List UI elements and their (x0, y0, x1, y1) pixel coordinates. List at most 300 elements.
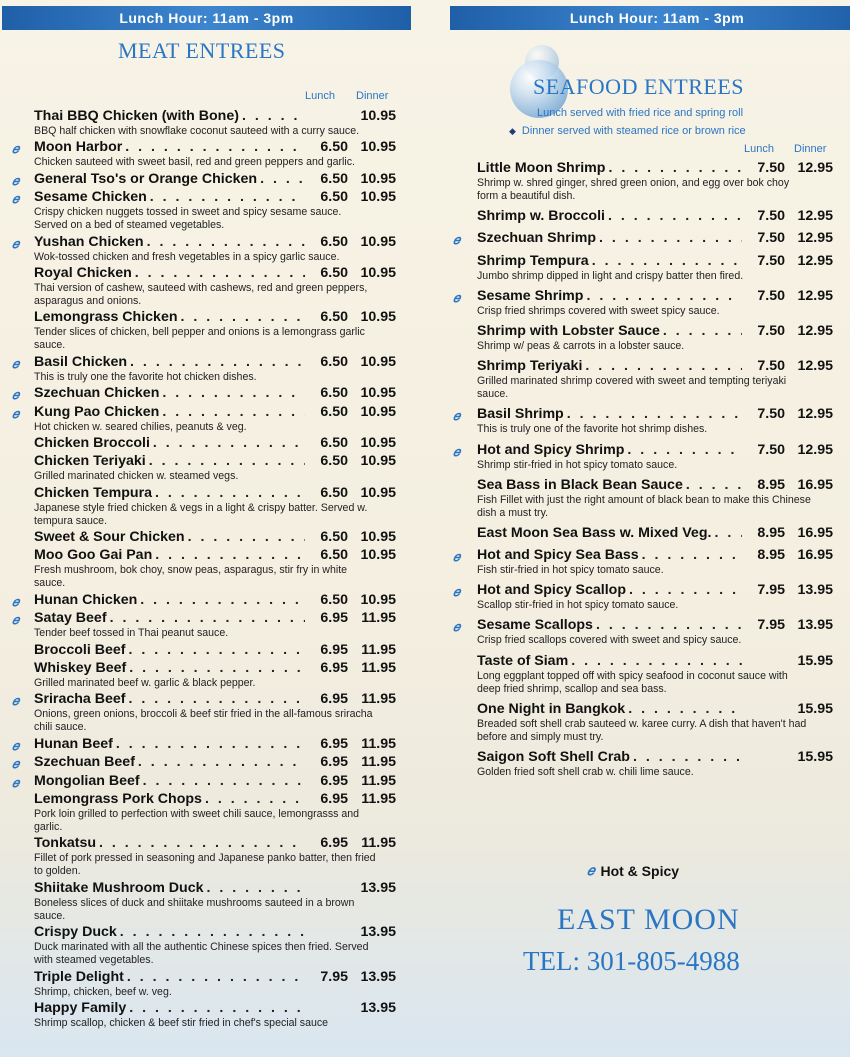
menu-item-row (34, 309, 396, 326)
menu-item-name: Taste of Siam (477, 652, 569, 669)
leader-dots (116, 736, 305, 753)
dinner-price: 13.95 (797, 617, 833, 634)
dinner-column-header: Dinner (356, 90, 389, 102)
lunch-price: 6.95 (320, 660, 348, 677)
menu-item-description: Shrimp scallop, chicken & beef stir fried in chef's special sauce (34, 1016, 329, 1029)
menu-item-description: Breaded soft shell crab sauteed w. karee curry. A dish that haven't had before and simply must try. (477, 717, 807, 743)
menu-item (477, 208, 833, 225)
menu-item (34, 485, 396, 528)
menu-item-row (34, 189, 396, 206)
lunch-price: 7.95 (320, 968, 348, 985)
menu-item-description: Thai version of cashew, sauteed with cashews, red and green peppers, asparagus and onions. (34, 281, 368, 307)
lunch-price: 6.50 (320, 309, 348, 326)
leader-dots (642, 547, 742, 564)
menu-item-description: Grilled marinated beef w. garlic & black pepper. (34, 677, 256, 690)
menu-item (34, 108, 396, 138)
menu-item-name: Hot and Spicy Shrimp (477, 441, 625, 458)
menu-item-name: Yushan Chicken (34, 233, 144, 250)
menu-item (34, 265, 396, 308)
menu-item-row (34, 435, 396, 452)
menu-item-description: Fresh mushroom, bok choy, snow peas, asparagus, stir fry in white sauce. (34, 564, 348, 590)
menu-item-name: Szechuan Beef (34, 754, 135, 771)
menu-item-name: Hunan Chicken (34, 591, 138, 608)
menu-item-name: Chicken Tempura (34, 484, 152, 501)
menu-item (453, 547, 833, 577)
dinner-column-header: Dinner (794, 143, 827, 155)
menu-item-name: Sesame Chicken (34, 189, 147, 206)
menu-item-description: Golden fried soft shell crab w. chili lime sauce. (477, 766, 694, 778)
lunch-price: 6.50 (320, 353, 348, 370)
leader-dots (596, 617, 742, 634)
menu-item-name: Hot and Spicy Scallop (477, 582, 626, 599)
lunch-price: 6.50 (320, 434, 348, 451)
menu-item-row (34, 485, 396, 502)
dinner-price: 16.95 (797, 476, 833, 493)
leader-dots (155, 547, 305, 564)
dinner-price: 15.95 (797, 749, 833, 765)
leader-dots (162, 404, 305, 421)
leader-dots (153, 435, 305, 452)
menu-item-row (34, 924, 396, 941)
lunch-price: 6.95 (320, 835, 348, 852)
menu-item (12, 353, 396, 384)
menu-item (12, 610, 396, 640)
lunch-price: 7.50 (757, 208, 785, 225)
lunch-price: 6.50 (320, 403, 348, 420)
menu-item-name: Moon Harbor (34, 139, 123, 156)
menu-item-row (34, 880, 396, 897)
pepper-icon: 𝑒 (12, 191, 19, 207)
menu-item-row (477, 617, 833, 634)
menu-item (12, 735, 396, 753)
menu-item-description: This is truly one of the favorite hot shrimp dishes. (477, 423, 708, 436)
leader-dots (155, 485, 305, 502)
dinner-price: 10.95 (360, 353, 396, 370)
pepper-icon: 𝑒 (12, 774, 19, 790)
lunch-hour-banner: Lunch Hour: 11am - 3pm (450, 6, 850, 30)
menu-item-description: Jumbo shrimp dipped in light and crispy batter then fired. (477, 269, 744, 282)
dinner-price: 10.95 (360, 189, 396, 206)
restaurant-name: EAST MOON (557, 903, 740, 936)
pepper-icon: 𝑒 (12, 141, 19, 157)
dinner-price: 10.95 (360, 385, 396, 402)
leader-dots (188, 529, 305, 546)
dinner-price: 10.95 (360, 529, 396, 546)
pepper-icon: 𝑒 (12, 355, 19, 371)
diamond-icon: ◆ (509, 126, 516, 136)
dinner-price: 10.95 (360, 233, 396, 250)
menu-item-name: Happy Family (34, 999, 127, 1016)
lunch-price: 8.95 (757, 524, 785, 541)
menu-item-row (34, 404, 396, 421)
legend-label: Hot & Spicy (600, 862, 680, 879)
lunch-price: 7.50 (757, 406, 785, 423)
lunch-price: 7.95 (757, 582, 785, 599)
pepper-icon: 𝑒 (453, 619, 460, 635)
leader-dots (143, 773, 305, 790)
menu-item (453, 441, 833, 472)
dinner-price: 11.95 (361, 772, 396, 789)
menu-item-row (477, 749, 833, 766)
leader-dots (608, 160, 742, 177)
menu-item (477, 701, 833, 744)
dinner-price: 11.95 (361, 610, 396, 627)
menu-item (12, 691, 396, 734)
lunch-price: 7.50 (757, 287, 785, 304)
menu-item (453, 582, 833, 612)
menu-item-name: Lemongrass Pork Chops (34, 790, 202, 807)
menu-item (12, 139, 396, 169)
menu-item-description: Japanese style fried chicken & vegs in a light & crispy batter. Served w. tempura sauce. (34, 501, 368, 527)
menu-item-row (477, 160, 833, 177)
menu-item (12, 591, 396, 609)
leader-dots (567, 406, 742, 423)
lunch-hour-banner: Lunch Hour: 11am - 3pm (2, 6, 411, 30)
menu-item (12, 403, 396, 434)
leader-dots (592, 253, 742, 270)
leader-dots (627, 442, 742, 459)
leader-dots (205, 791, 305, 808)
lunch-price: 6.95 (320, 772, 348, 789)
lunch-price: 7.50 (757, 322, 785, 339)
menu-item (12, 233, 396, 264)
lunch-price: 7.95 (757, 617, 785, 634)
menu-item (477, 358, 833, 401)
menu-item-name: Satay Beef (34, 610, 107, 627)
menu-item-description: Crispy chicken nuggets tossed in sweet and spicy sesame sauce. Served on a bed of steamed vegetables. (34, 206, 342, 232)
menu-item-name: Basil Shrimp (477, 406, 564, 423)
lunch-price: 7.50 (757, 358, 785, 375)
menu-item-name: Little Moon Shrimp (477, 160, 606, 176)
leader-dots (128, 642, 305, 659)
menu-item (34, 880, 396, 923)
menu-item-description: Fish stir-fried in hot spicy tomato sauce. (477, 564, 664, 577)
menu-item-name: One Night in Bangkok (477, 700, 626, 717)
menu-item-row (34, 547, 396, 564)
menu-item-name: Whiskey Beef (34, 660, 127, 677)
menu-item-description: Scallop stir-fried in hot spicy tomato sauce. (477, 599, 679, 612)
menu-item-row (34, 969, 396, 986)
spicy-legend (587, 862, 679, 879)
pepper-icon: 𝑒 (12, 387, 19, 403)
menu-item-row (477, 525, 833, 542)
menu-item-name: Hunan Beef (34, 735, 113, 752)
menu-item-name: Saigon Soft Shell Crab (477, 749, 630, 765)
menu-item (477, 525, 833, 542)
pepper-icon: 𝑒 (12, 235, 19, 251)
menu-item (34, 547, 396, 590)
pepper-icon: 𝑒 (587, 862, 595, 878)
pepper-icon: 𝑒 (12, 172, 19, 188)
menu-item-description: Duck marinated with all the authentic Chinese spices then fried. Served with steamed vegetables. (34, 941, 369, 967)
leader-dots (149, 453, 305, 470)
menu-item-description: Crisp fried scallops covered with sweet and spicy sauce. (477, 634, 742, 647)
dinner-price: 15.95 (797, 700, 833, 717)
menu-item-name: Broccoli Beef (34, 641, 126, 658)
menu-item-name: Shrimp Tempura (477, 252, 589, 269)
dinner-note-line (509, 125, 746, 137)
leader-dots (629, 582, 742, 599)
menu-item (453, 230, 833, 248)
menu-item-name: Moo Goo Gai Pan (34, 547, 153, 564)
menu-item-row (34, 108, 396, 125)
leader-dots (110, 610, 305, 627)
pepper-icon: 𝑒 (453, 289, 460, 305)
pepper-icon: 𝑒 (12, 593, 19, 609)
menu-item (12, 385, 396, 403)
pepper-icon: 𝑒 (12, 612, 19, 628)
menu-item-name: Hot and Spicy Sea Bass (477, 547, 639, 564)
menu-item-row (477, 253, 833, 270)
dinner-price: 11.95 (361, 754, 396, 771)
menu-item-name: Crispy Duck (34, 924, 117, 941)
seafood-entrees-title: SEAFOOD ENTREES (533, 74, 745, 99)
menu-item-name: Sesame Shrimp (477, 287, 584, 304)
menu-item (477, 160, 833, 203)
dinner-price: 13.95 (360, 879, 396, 896)
menu-item (34, 642, 396, 659)
leader-dots (628, 701, 742, 718)
menu-item-row (34, 171, 396, 188)
menu-item-row (34, 791, 396, 808)
lunch-price: 6.50 (320, 264, 348, 281)
dinner-price: 12.95 (797, 287, 833, 304)
leader-dots (128, 691, 305, 708)
pepper-icon: 𝑒 (12, 737, 19, 753)
menu-item-name: Shrimp with Lobster Sauce (477, 322, 660, 339)
dinner-price: 12.95 (797, 252, 833, 269)
menu-item (34, 435, 396, 452)
seafood-column (425, 0, 850, 1057)
menu-item-description: BBQ half chicken with snowflake coconut sauteed with a curry sauce. (34, 125, 360, 137)
lunch-price: 7.50 (757, 441, 785, 458)
menu-item (477, 749, 833, 779)
menu-item (34, 791, 396, 834)
lunch-price: 6.50 (320, 591, 348, 608)
menu-item (34, 529, 396, 546)
menu-item-name: Szechuan Shrimp (477, 230, 597, 247)
pepper-icon: 𝑒 (453, 408, 460, 424)
menu-item-name: Sriracha Beef (34, 691, 126, 708)
pepper-icon: 𝑒 (453, 443, 460, 459)
menu-item-name: Triple Delight (34, 968, 124, 985)
menu-item-row (477, 288, 833, 305)
menu-item-row (34, 234, 396, 251)
leader-dots (125, 139, 305, 156)
dinner-price: 10.95 (360, 591, 396, 608)
pepper-icon: 𝑒 (12, 405, 19, 421)
menu-item (34, 453, 396, 483)
lunch-price: 7.50 (757, 160, 785, 176)
dinner-price: 13.95 (360, 924, 396, 941)
leader-dots (120, 924, 305, 941)
menu-item (34, 1000, 396, 1030)
menu-item-row (477, 582, 833, 599)
dinner-price: 10.95 (360, 547, 396, 564)
leader-dots (130, 354, 305, 371)
leader-dots (147, 234, 305, 251)
menu-item (12, 189, 396, 232)
menu-item-row (34, 385, 396, 402)
dinner-price: 16.95 (797, 547, 833, 564)
lunch-price: 6.95 (320, 610, 348, 627)
menu-item-description: Chicken sauteed with sweet basil, red and green peppers and garlic. (34, 156, 355, 169)
dinner-price: 10.95 (360, 453, 396, 470)
menu-item (453, 406, 833, 436)
menu-item-row (477, 208, 833, 225)
menu-item-description: Shrimp w. shred ginger, shred green onion, and egg over bok choy form a beautiful dish. (477, 177, 790, 202)
menu-item (34, 924, 396, 967)
menu-item-description: Grilled marinated shrimp covered with sweet and tempting teriyaki sauce. (477, 375, 787, 401)
dinner-price: 13.95 (360, 968, 396, 985)
menu-item-name: Chicken Teriyaki (34, 453, 146, 470)
leader-dots (140, 592, 305, 609)
menu-item-name: Mongolian Beef (34, 772, 140, 789)
menu-item-row (34, 529, 396, 546)
menu-item-row (34, 642, 396, 659)
menu-item-row (477, 477, 833, 494)
menu-item-row (477, 358, 833, 375)
menu-item-description: Shrimp stir-fried in hot spicy tomato sauce. (477, 458, 678, 471)
leader-dots (138, 754, 305, 771)
menu-item-name: Sea Bass in Black Bean Sauce (477, 476, 683, 493)
menu-item-name: East Moon Sea Bass w. Mixed Veg. (477, 524, 712, 541)
lunch-price: 6.50 (320, 484, 348, 501)
meat-entrees-title: MEAT ENTREES (118, 38, 286, 63)
menu-item (12, 772, 396, 790)
menu-item-description: Fish Fillet with just the right amount of black bean to make this Chinese dish a must try. (477, 493, 811, 519)
menu-item-row (477, 406, 833, 423)
menu-item-name: Royal Chicken (34, 264, 132, 281)
menu-item (453, 617, 833, 647)
leader-dots (686, 477, 742, 494)
menu-item-description: Tender slices of chicken, bell pepper and onions is a lemongrass garlic sauce. (34, 326, 365, 352)
lunch-price: 6.50 (320, 170, 348, 187)
dinner-price: 10.95 (360, 403, 396, 420)
leader-dots (663, 323, 742, 340)
menu-item (477, 253, 833, 283)
lunch-note: Lunch served with fried rice and spring roll (537, 107, 744, 119)
lunch-price: 6.50 (320, 139, 348, 156)
dinner-price: 13.95 (797, 582, 833, 599)
lunch-price: 6.95 (320, 735, 348, 752)
lunch-price: 6.50 (320, 529, 348, 546)
menu-item-row (34, 773, 396, 790)
menu-item-row (34, 265, 396, 282)
menu-item (477, 323, 833, 353)
leader-dots (129, 1000, 305, 1017)
menu-item-name: Sweet & Sour Chicken (34, 529, 185, 546)
lunch-price: 8.95 (757, 476, 785, 493)
dinner-price: 10.95 (360, 108, 396, 124)
leader-dots (135, 265, 305, 282)
leader-dots (129, 660, 305, 677)
menu-item-row (477, 547, 833, 564)
menu-item-description: Hot chicken w. seared chilies, peanuts & veg. (34, 420, 247, 433)
menu-item-row (477, 701, 833, 718)
menu-item-description: Crisp fried shrimps covered with sweet spicy sauce. (477, 304, 720, 317)
menu-item-description: Wok-tossed chicken and fresh vegetables in a spicy garlic sauce. (34, 250, 340, 263)
leader-dots (608, 208, 742, 225)
menu-item-row (34, 354, 396, 371)
dinner-price: 10.95 (360, 484, 396, 501)
pepper-icon: 𝑒 (12, 693, 19, 709)
menu-item-row (34, 453, 396, 470)
menu-item-description: Grilled marinated chicken w. steamed vegs. (34, 470, 239, 483)
menu-item-description: Fillet of pork pressed in seasoning and Japanese panko batter, then fried to golden. (34, 852, 376, 878)
menu-item-row (34, 610, 396, 627)
dinner-price: 11.95 (361, 735, 396, 752)
menu-item-description: Long eggplant topped off with spicy seafood in coconut sauce with deep fried shrimp, scallop and sea bass. (477, 669, 788, 695)
menu-item-description: Onions, green onions, broccoli & beef stir fried in the all-famous sriracha chili sauce. (34, 708, 373, 734)
dinner-price: 10.95 (360, 309, 396, 326)
menu-item-row (34, 139, 396, 156)
menu-item-name: Chicken Broccoli (34, 434, 150, 451)
dinner-price: 16.95 (797, 524, 833, 541)
menu-item-name: Sesame Scallops (477, 617, 593, 634)
lunch-price: 7.50 (757, 252, 785, 269)
menu-item-description: Tender beef tossed in Thai peanut sauce. (34, 627, 229, 640)
lunch-price: 8.95 (757, 547, 785, 564)
leader-dots (127, 969, 305, 986)
menu-item-description: Shrimp, chicken, beef w. veg. (34, 985, 172, 998)
pepper-icon: 𝑒 (12, 756, 19, 772)
menu-item-name: Shiitake Mushroom Duck (34, 879, 204, 896)
dinner-price: 10.95 (360, 139, 396, 156)
menu-item-name: Kung Pao Chicken (34, 403, 160, 420)
menu-item-description: This is truly one the favorite hot chicken dishes. (34, 370, 257, 383)
leader-dots (150, 189, 305, 206)
menu-item-name: Thai BBQ Chicken (with Bone) (34, 108, 239, 124)
lunch-price: 6.50 (320, 385, 348, 402)
menu-item-row (34, 691, 396, 708)
leader-dots (242, 108, 305, 125)
menu-item (477, 653, 833, 696)
lunch-price: 6.95 (320, 754, 348, 771)
menu-item-name: Tonkatsu (34, 835, 97, 852)
leader-dots (260, 171, 305, 188)
dinner-price: 12.95 (797, 441, 833, 458)
menu-item-row (34, 754, 396, 771)
lunch-price: 6.50 (320, 233, 348, 250)
dinner-price: 12.95 (797, 230, 833, 247)
menu-item-name: Shrimp Teriyaki (477, 358, 583, 375)
leader-dots (162, 385, 305, 402)
menu-item (12, 754, 396, 772)
dinner-price: 10.95 (360, 170, 396, 187)
dinner-price: 12.95 (797, 160, 833, 176)
leader-dots (599, 230, 742, 247)
menu-item-name: Szechuan Chicken (34, 385, 160, 402)
pepper-icon: 𝑒 (453, 584, 460, 600)
leader-dots (585, 358, 742, 375)
phone-number: TEL: 301-805-4988 (523, 946, 740, 976)
menu-item (34, 309, 396, 352)
menu-item-row (34, 736, 396, 753)
pepper-icon: 𝑒 (453, 549, 460, 565)
menu-item-row (477, 653, 833, 670)
dinner-price: 13.95 (360, 999, 396, 1016)
menu-item-name: General Tso's or Orange Chicken (34, 170, 258, 187)
menu-item-row (477, 442, 833, 459)
lunch-price: 7.50 (757, 230, 785, 247)
pepper-icon: 𝑒 (453, 232, 460, 248)
menu-item-row (34, 835, 396, 852)
menu-item-description: Pork loin grilled to perfection with sweet chili sauce, lemongrasss and garlic. (34, 807, 360, 833)
dinner-price: 11.95 (361, 691, 396, 708)
menu-item-name: Lemongrass Chicken (34, 309, 178, 326)
lunch-price: 6.95 (320, 691, 348, 708)
